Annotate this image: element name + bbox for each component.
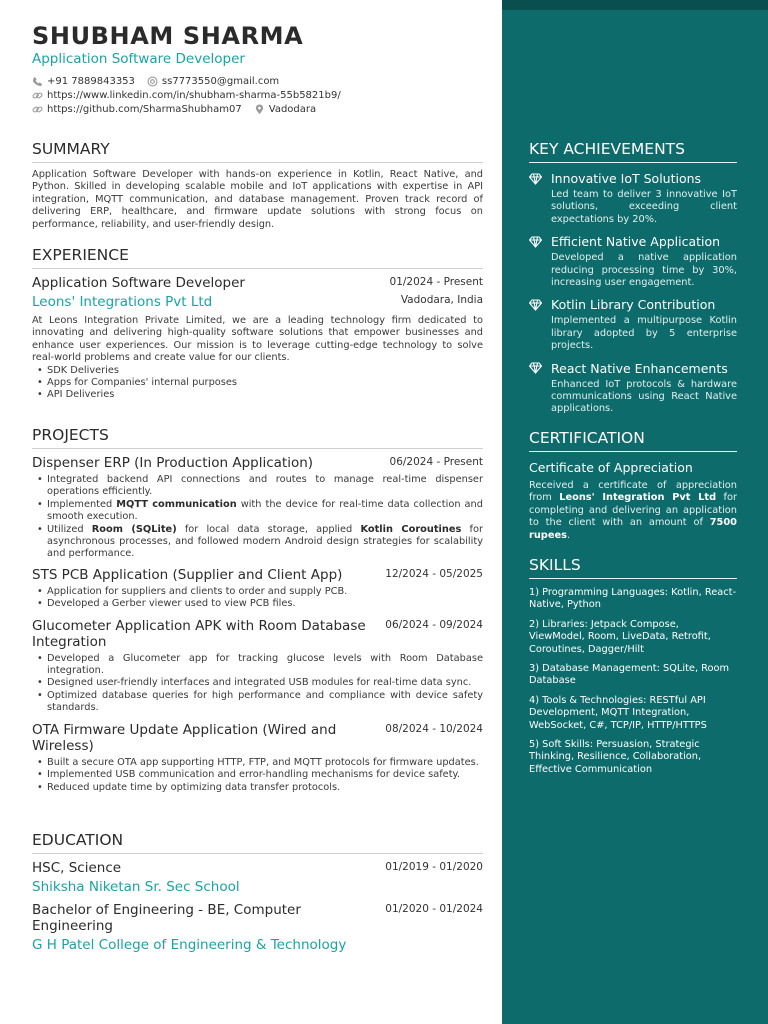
github-url[interactable]: https://github.com/SharmaShubham07 xyxy=(47,103,242,115)
school-name: G H Patel College of Engineering & Technology xyxy=(32,937,347,953)
skill-item: 5) Soft Skills: Persuasion, Strategic Thinking, Resilience, Collaboration, Effective Communication xyxy=(529,739,702,775)
list-item: • Designed user-friendly interfaces and integrated USB modules for real-time data sync. xyxy=(32,677,483,689)
project-bullets xyxy=(32,653,483,715)
education-heading: EDUCATION xyxy=(32,831,483,854)
list-item: • Developed a Gerber viewer used to view PCB files. xyxy=(32,598,483,610)
job-description: At Leons Integration Private Limited, we are a leading technology firm dedicated to innovating and delivering high-quality software solutions that empower businesses and enhance user experiences. Our mission is to leverage cutting-edge technology to solve real-world problems and create value for our clients. xyxy=(32,315,483,364)
list-item: • Implemented USB communication and error-handling mechanisms for device safety. xyxy=(32,769,483,781)
summary-heading: SUMMARY xyxy=(32,140,483,163)
project-title: STS PCB Application (Supplier and Client App) xyxy=(32,566,343,583)
company-name: Leons' Integrations Pvt Ltd xyxy=(32,294,213,310)
sidebar-top-strip xyxy=(502,0,768,10)
achievement-title: React Native Enhancements xyxy=(551,360,728,376)
project-title: Dispenser ERP (In Production Application) xyxy=(32,455,314,471)
link-icon xyxy=(32,104,43,115)
list-item: • Reduced update time by optimizing data transfer protocols. xyxy=(32,782,483,794)
project-dates: 06/2024 - 09/2024 xyxy=(385,618,483,631)
education-dates: 01/2020 - 01/2024 xyxy=(385,903,483,915)
skills-section xyxy=(529,556,737,783)
contact-info xyxy=(32,74,483,116)
list-item: • SDK Deliveries xyxy=(32,365,483,377)
achievement-title: Efficient Native Application xyxy=(551,234,721,250)
linkedin-url[interactable]: https://www.linkedin.com/in/shubham-sharma-55b5821b9/ xyxy=(47,89,341,101)
project-title: Glucometer Application APK with Room Database Integration xyxy=(32,617,366,650)
sidebar xyxy=(502,0,768,1024)
list-item: • Apps for Companies' internal purposes xyxy=(32,377,483,389)
project-dates: 06/2024 - Present xyxy=(389,456,483,468)
diamond-icon xyxy=(529,299,542,311)
achievement-item xyxy=(529,361,737,416)
school-name: Shiksha Niketan Sr. Sec School xyxy=(32,879,240,895)
skill-item: 1) Programming Languages: Kotlin, React-Native, Python xyxy=(529,587,736,611)
list-item: • Built a secure OTA app supporting HTTP, FTP, and MQTT protocols for firmware updates. xyxy=(32,757,483,769)
diamond-icon xyxy=(529,173,542,185)
candidate-role: Application Software Developer xyxy=(32,51,245,67)
email-address[interactable]: ss7773550@gmail.com xyxy=(161,75,280,87)
skill-item: 4) Tools & Technologies: RESTful API Development, MQTT Integration, WebSocket, C#, TCP/IP, HTTP/HTTPS xyxy=(529,694,707,731)
projects-section xyxy=(32,426,483,794)
list-item: • Developed a Glucometer app for tracking glucose levels with Room Database integration. xyxy=(32,653,483,678)
job-title: Application Software Developer xyxy=(32,275,245,291)
achievement-item xyxy=(529,297,737,352)
projects-heading: PROJECTS xyxy=(32,426,483,449)
summary-section xyxy=(32,140,483,231)
summary-text: Application Software Developer with hands-on experience in Kotlin, React Native, and Python. Skilled in developing scalable mobile and IoT applications with expertise in API integration, MQTT communication, and database management. Proven track record of delivering ERP, healthcare, and firmware update solutions with strong focus on performance, reliability, and user-friendly design. xyxy=(32,169,483,230)
project-ota-firmware xyxy=(32,722,483,794)
certificate-name: Certificate of Appreciation xyxy=(529,460,693,475)
degree-title: HSC, Science xyxy=(32,860,122,876)
project-glucometer xyxy=(32,618,483,715)
linkedin-contact[interactable] xyxy=(32,90,341,101)
skill-item: 3) Database Management: SQLite, Room Database xyxy=(529,663,730,687)
email-contact[interactable] xyxy=(147,76,279,87)
project-dates: 12/2024 - 05/2025 xyxy=(385,567,483,580)
list-item: • Application for suppliers and clients to order and supply PCB. xyxy=(32,586,483,598)
location-pin-icon xyxy=(254,104,265,115)
certification-heading: CERTIFICATION xyxy=(529,429,737,452)
project-dispenser-erp xyxy=(32,455,483,561)
project-bullets xyxy=(32,757,483,794)
achievements-section xyxy=(529,140,737,416)
phone-number: +91 7889843353 xyxy=(47,75,135,87)
github-contact[interactable] xyxy=(32,104,242,115)
certificate-text: Received a certificate of appreciation from Leons' Integration Pvt Ltd for completing and delivering an application to the client with an amount of 7500 rupees. xyxy=(529,480,737,541)
skill-item: 2) Libraries: Jetpack Compose, ViewModel, Room, LiveData, Retrofit, Coroutines, Dagger/Hilt xyxy=(529,618,711,655)
project-sts-pcb xyxy=(32,567,483,611)
job-dates: 01/2024 - Present xyxy=(389,276,483,288)
education-dates: 01/2019 - 01/2020 xyxy=(385,861,483,873)
project-bullets xyxy=(32,474,483,561)
phone-icon xyxy=(32,76,43,87)
project-bullets xyxy=(32,586,483,611)
achievement-text: Implemented a multipurpose Kotlin library adopted by 5 enterprise projects. xyxy=(551,315,737,352)
diamond-icon xyxy=(529,236,542,248)
education-entry-hsc xyxy=(32,860,483,896)
location-text: Vadodara xyxy=(268,103,317,115)
project-dates: 08/2024 - 10/2024 xyxy=(385,722,483,735)
achievement-item xyxy=(529,171,737,226)
degree-title: Bachelor of Engineering - BE, Computer Engineering xyxy=(32,902,301,934)
experience-heading: EXPERIENCE xyxy=(32,246,483,269)
project-title: OTA Firmware Update Application (Wired and Wireless) xyxy=(32,721,337,754)
achievement-item xyxy=(529,234,737,289)
phone-contact xyxy=(32,76,135,87)
achievement-title: Kotlin Library Contribution xyxy=(551,297,716,313)
candidate-name: SHUBHAM SHARMA xyxy=(32,22,304,50)
link-icon xyxy=(32,90,43,101)
education-section xyxy=(32,831,483,954)
education-entry-be xyxy=(32,902,483,954)
certification-section xyxy=(529,429,737,542)
location-contact xyxy=(254,104,316,115)
list-item: • Implemented MQTT communication with the device for real-time data collection and smooth execution. xyxy=(32,499,483,524)
at-icon xyxy=(147,76,158,87)
list-item: • Utilized Room (SQLite) for local data storage, applied Kotlin Coroutines for asynchronous processes, and followed modern Android design strategies for scalability and performance. xyxy=(32,524,483,561)
achievement-text: Developed a native application reducing processing time by 30%, increasing user engagement. xyxy=(551,252,737,289)
experience-section xyxy=(32,246,483,402)
diamond-icon xyxy=(529,362,542,374)
achievement-text: Led team to deliver 3 innovative IoT solutions, exceeding client expectations by 20%. xyxy=(551,189,737,225)
list-item: • Integrated backend API connections and routes to manage real-time dispenser operations efficiently. xyxy=(32,474,483,499)
skills-heading: SKILLS xyxy=(529,556,737,579)
company-location: Vadodara, India xyxy=(400,294,483,306)
achievements-heading: KEY ACHIEVEMENTS xyxy=(529,140,737,163)
list-item: • Optimized database queries for high performance and compliance with device safety standards. xyxy=(32,690,483,715)
achievement-text: Enhanced IoT protocols & hardware communications using React Native applications. xyxy=(551,378,737,415)
achievement-title: Innovative IoT Solutions xyxy=(551,171,702,186)
job-bullets xyxy=(32,365,483,402)
list-item: • API Deliveries xyxy=(32,389,483,401)
